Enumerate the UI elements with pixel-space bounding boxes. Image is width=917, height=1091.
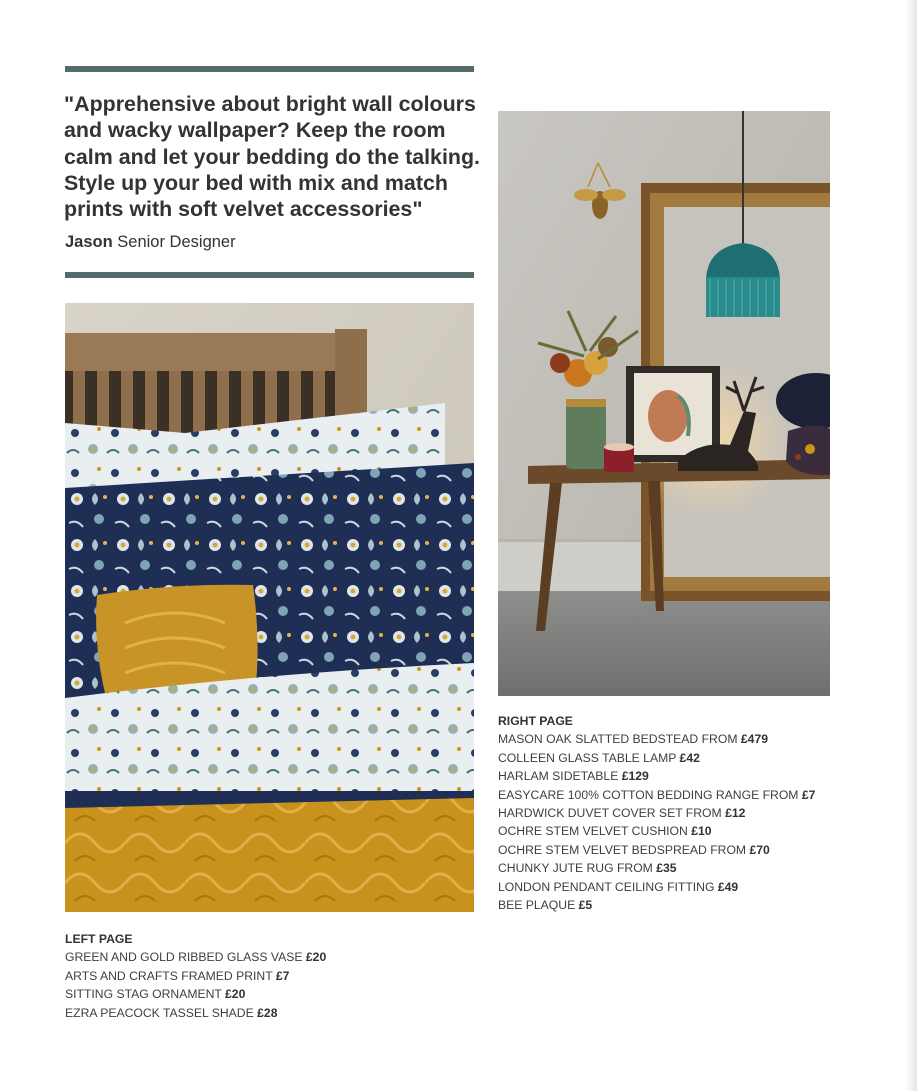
list-item: GREEN AND GOLD RIBBED GLASS VASE £20 bbox=[65, 950, 327, 965]
list-item: CHUNKY JUTE RUG FROM £35 bbox=[498, 861, 677, 876]
list-item: HARDWICK DUVET COVER SET FROM £12 bbox=[498, 806, 746, 821]
list-item: COLLEEN GLASS TABLE LAMP £42 bbox=[498, 750, 700, 765]
quote-attribution bbox=[65, 233, 236, 252]
list-item: HARLAM SIDETABLE £129 bbox=[498, 769, 649, 784]
designer-quote: "Apprehensive about bright wall colours and wacky wallpaper? Keep the room calm and let your bedding do the talking. Style up your bed with mix and match prints with soft velvet accessories" bbox=[64, 92, 480, 222]
list-item: OCHRE STEM VELVET CUSHION £10 bbox=[498, 824, 712, 839]
quote-author: Jason bbox=[65, 233, 113, 251]
list-item: EASYCARE 100% COTTON BEDDING RANGE FROM £7 bbox=[498, 787, 816, 802]
bedding-photo bbox=[65, 303, 474, 912]
sidetable-photo bbox=[498, 111, 830, 696]
bottom-divider bbox=[65, 272, 474, 278]
list-item: EZRA PEACOCK TASSEL SHADE £28 bbox=[65, 1005, 278, 1020]
list-item: MASON OAK SLATTED BEDSTEAD FROM £479 bbox=[498, 732, 769, 747]
left-page-credits bbox=[65, 930, 425, 1022]
list-item: ARTS AND CRAFTS FRAMED PRINT £7 bbox=[65, 968, 290, 983]
right-page-heading: RIGHT PAGE bbox=[498, 714, 573, 728]
list-item: LONDON PENDANT CEILING FITTING £49 bbox=[498, 879, 739, 894]
page-edge-shadow bbox=[905, 0, 917, 1091]
quote-role: Senior Designer bbox=[117, 233, 236, 251]
list-item: BEE PLAQUE £5 bbox=[498, 898, 593, 913]
right-page-credits bbox=[498, 712, 858, 914]
list-item: OCHRE STEM VELVET BEDSPREAD FROM £70 bbox=[498, 842, 770, 857]
left-page-heading: LEFT PAGE bbox=[65, 932, 133, 946]
list-item: SITTING STAG ORNAMENT £20 bbox=[65, 987, 246, 1002]
top-divider bbox=[65, 66, 474, 72]
